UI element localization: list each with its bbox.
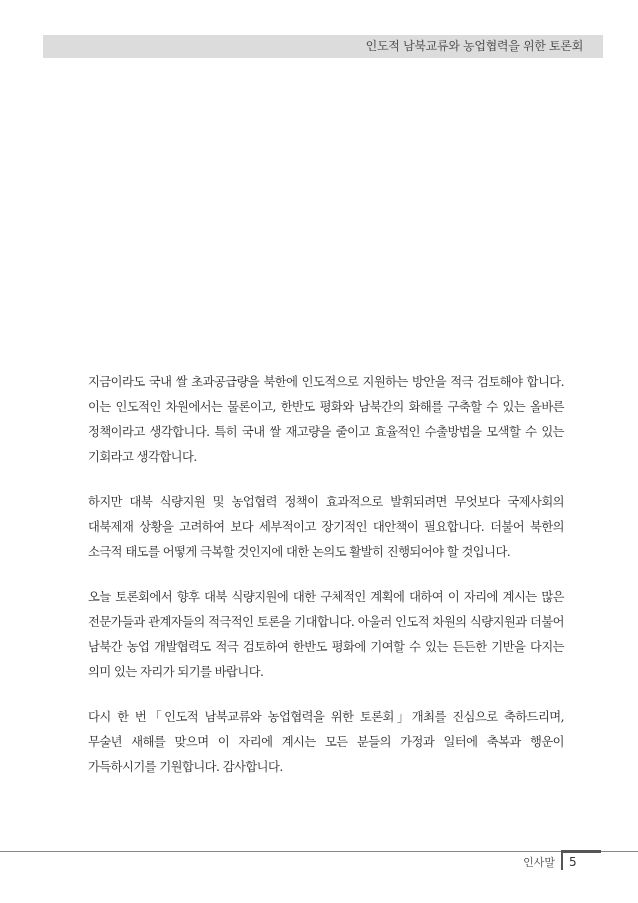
footer-rule bbox=[0, 851, 638, 852]
footer-divider bbox=[561, 853, 563, 870]
body-text bbox=[88, 370, 564, 800]
running-header-title: 인도적 남북교류와 농업협력을 위한 토론회 bbox=[365, 39, 583, 53]
running-header bbox=[43, 35, 603, 58]
page-number: 5 bbox=[569, 855, 577, 869]
paragraph: 다시 한 번「인도적 남북교류와 농업협력을 위한 토론회」개최를 진심으로 축하드리며, 무술년 새해를 맞으며 이 자리에 계시는 모든 분들의 가정과 일터에 축복과 행운이 가득하시기를 기원합니다. 감사합니다. bbox=[88, 710, 564, 774]
footer-accent-bar bbox=[561, 850, 601, 853]
footer-section-label: 인사말 bbox=[523, 856, 555, 869]
paragraph: 지금이라도 국내 쌀 초과공급량을 북한에 인도적으로 지원하는 방안을 적극 검토해야 합니다. 이는 인도적인 차원에서는 물론이고, 한반도 평화와 남북간의 화해를 구축할 수 있는 올바른 정책이라고 생각합니다. 특히 국내 쌀 재고량을 줄이고 효율적인 수출방법을 모색할 수 있는 기회라고 생각합니다. bbox=[88, 375, 564, 464]
paragraph: 하지만 대북 식량지원 및 농업협력 정책이 효과적으로 발휘되려면 무엇보다 국제사회의 대북제재 상황을 고려하여 보다 세부적이고 장기적인 대안책이 필요합니다. 더불어 북한의 소극적 태도를 어떻게 극복할 것인지에 대한 논의도 활발히 진행되어야 할 것입니다. bbox=[88, 495, 564, 559]
paragraph: 오늘 토론회에서 향후 대북 식량지원에 대한 구체적인 계획에 대하여 이 자리에 계시는 많은 전문가들과 관계자들의 적극적인 토론을 기대합니다. 아울러 인도적 차원의 식량지원과 더불어 남북간 농업 개발협력도 적극 검토하여 한반도 평화에 기여할 수 있는 든든한 기반을 다지는 의미 있는 자리가 되기를 바랍니다. bbox=[88, 590, 564, 679]
